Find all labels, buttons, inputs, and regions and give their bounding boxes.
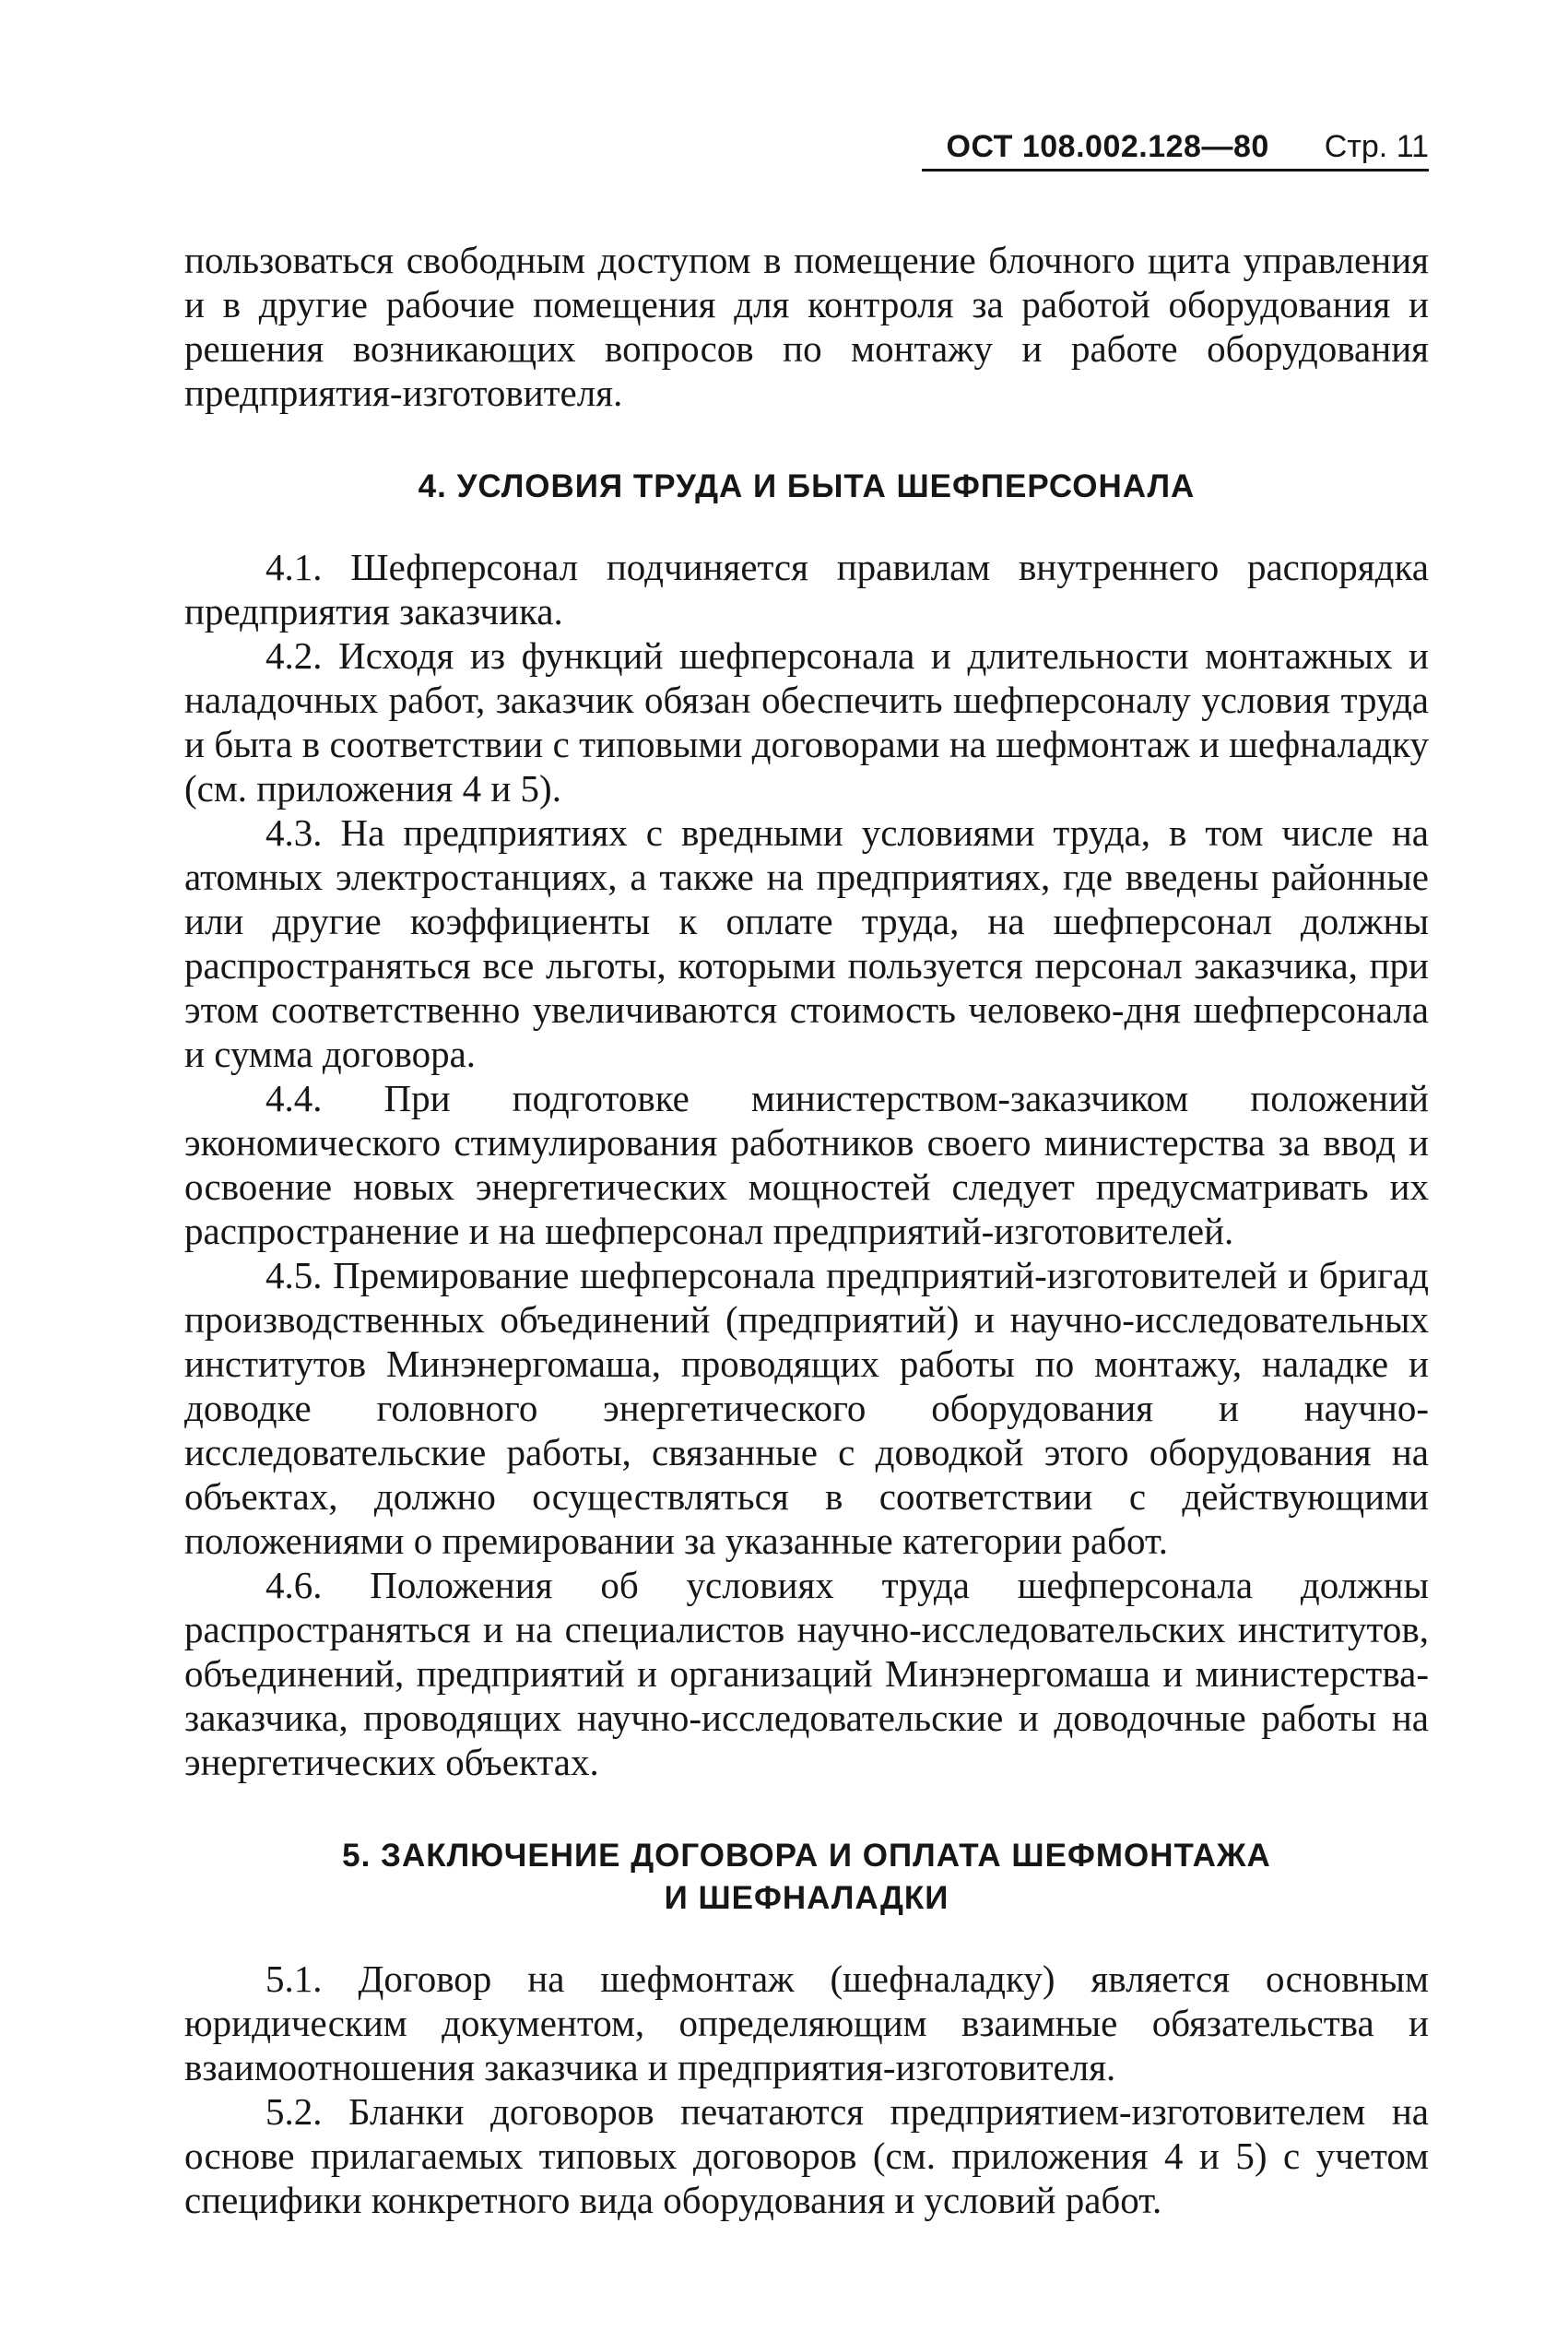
section-4-title [184, 466, 1429, 508]
section-4-title-text: 4. УСЛОВИЯ ТРУДА И БЫТА ШЕФПЕРСОНАЛА [418, 468, 1196, 504]
paragraph-4-5: 4.5. Премирование шефперсонала предприятий-изготовителей и бригад производственных объединений (предприятий) и научно-исследовательных институтов Минэнергомаша, проводящих работы по монтажу, наладке и доводке головного энергетического оборудования и научно-исследовательские работы, связанные с доводкой этого оборудования на объектах, должно осуществляться в соответствии с действующими положениями о премировании за указанные категории работ. [184, 1254, 1429, 1562]
paragraph-5-2: 5.2. Бланки договоров печатаются предприятием-изготовителем на основе прилагаемых типовых договоров (см. приложения 4 и 5) с учетом специфики конкретного вида оборудования и условий работ. [184, 2090, 1429, 2221]
paragraph-4-6: 4.6. Положения об условиях труда шефперсонала должны распространяться и на специалистов научно-исследовательских институтов, объединений, предприятий и организаций Минэнергомаша и министерства-заказчика, проводящих научно-исследовательские и доводочные работы на энергетических объектах. [184, 1564, 1429, 1783]
page-number: Стр. 11 [1324, 129, 1429, 164]
paragraph-4-3: 4.3. На предприятиях с вредными условиями труда, в том числе на атомных электростанциях, а также на предприятиях, где введены районные или другие коэффициенты к оплате труда, на шефперсонал должны распространяться все льготы, которыми пользуется персонал заказчика, при этом соответственно увеличиваются стоимость человеко-дня шефперсонала и сумма договора. [184, 811, 1429, 1075]
page-header [922, 129, 1429, 171]
section-5-title-line-2: И ШЕФНАЛАДКИ [664, 1880, 949, 1916]
paragraph-4-4: 4.4. При подготовке министерством-заказчиком положений экономического стимулирования работников своего министерства за ввод и освоение новых энергетических мощностей следует предусматривать их распространение и на шефперсонал предприятий-изготовителей. [184, 1077, 1429, 1252]
paragraph-4-1: 4.1. Шефперсонал подчиняется правилам внутреннего распорядка предприятия заказчика. [184, 546, 1429, 633]
paragraph-4-2: 4.2. Исходя из функций шефперсонала и длительности монтажных и наладочных работ, заказчик обязан обеспечить шефперсоналу условия труда и быта в соответствии с типовыми договорами на шефмонтаж и шефналадку (см. приложения 4 и 5). [184, 634, 1429, 810]
document-body [184, 238, 1429, 2222]
document-code: ОСТ 108.002.128—80 [946, 129, 1269, 164]
document-page [184, 129, 1429, 2222]
paragraph-5-1: 5.1. Договор на шефмонтаж (шефналадку) является основным юридическим документом, определяющим взаимные обязательства и взаимоотношения заказчика и предприятия-изготовителя. [184, 1957, 1429, 2088]
intro-paragraph: пользоваться свободным доступом в помещение блочного щита управления и в другие рабочие помещения для контроля за работой оборудования и решения возникающих вопросов по монтажу и работе оборудования предприятия-изготовителя. [184, 239, 1429, 414]
section-5-title [184, 1835, 1429, 1920]
section-5-title-line-1: 5. ЗАКЛЮЧЕНИЕ ДОГОВОРА И ОПЛАТА ШЕФМОНТАЖА [342, 1838, 1271, 1874]
